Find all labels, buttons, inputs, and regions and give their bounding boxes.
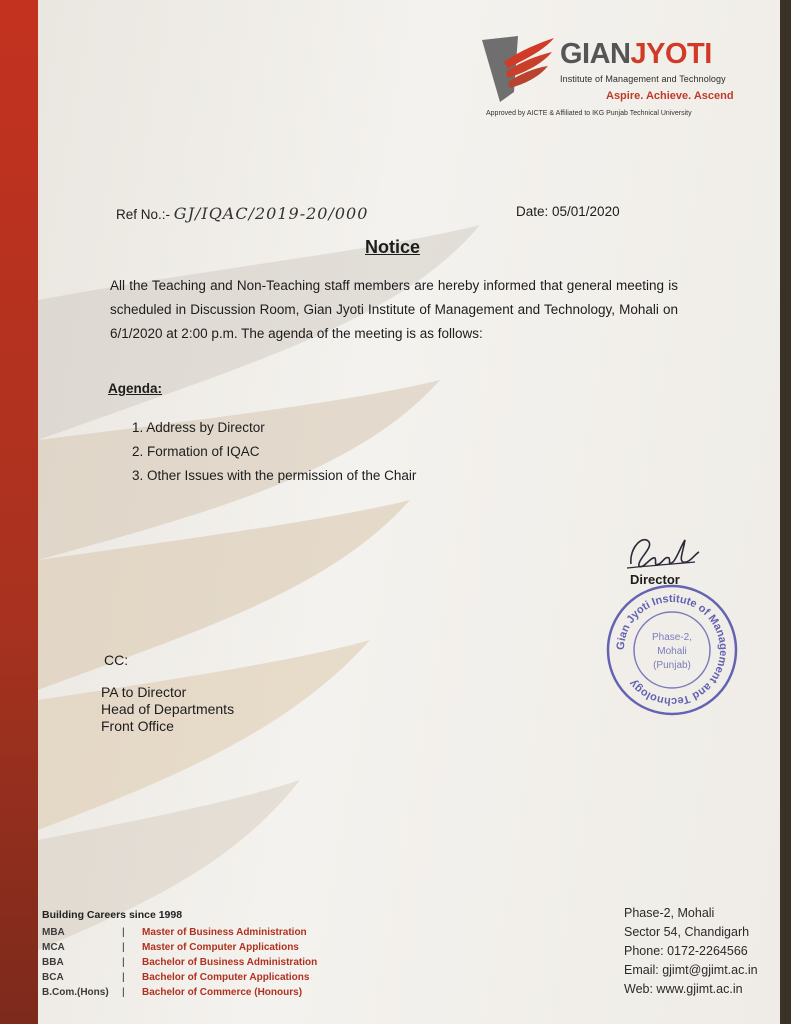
- stamp-line: Mohali: [657, 646, 687, 657]
- cc-recipient: Front Office: [101, 718, 174, 734]
- course-row: [42, 985, 317, 1000]
- website-url: Web: www.gjimt.ac.in: [624, 982, 743, 996]
- cc-label: CC:: [104, 652, 129, 668]
- notice-date: Date: 05/01/2020: [516, 204, 620, 219]
- director-signature: [625, 526, 705, 574]
- agenda-list: [132, 416, 416, 488]
- footer-courses: [42, 909, 317, 1000]
- stamp-line: (Punjab): [653, 660, 691, 671]
- cc-recipient: Head of Departments: [101, 701, 235, 717]
- approval-text: Approved by AICTE & Affiliated to IKG Punjab Technical University: [486, 110, 692, 117]
- course-row: [42, 925, 317, 940]
- course-separator: |: [122, 927, 125, 938]
- brand-name: [560, 38, 712, 71]
- course-separator: |: [122, 957, 125, 968]
- agenda-heading: Agenda:: [108, 381, 162, 396]
- signatory-designation: Director: [630, 572, 680, 587]
- tagline: Aspire. Achieve. Ascend: [606, 90, 734, 102]
- course-row: [42, 955, 317, 970]
- stamp-line: Phase-2,: [651, 632, 693, 643]
- agenda-item: 1. Address by Director: [132, 420, 265, 435]
- course-name: Bachelor of Business Administration: [142, 957, 318, 968]
- cc-recipient: PA to Director: [101, 684, 187, 700]
- course-code: BCA: [42, 972, 64, 983]
- cc-recipients: [101, 684, 234, 735]
- course-name: Master of Computer Applications: [142, 942, 299, 953]
- brand-suffix: JYOTI: [630, 38, 712, 70]
- course-name: Bachelor of Commerce (Honours): [142, 987, 303, 998]
- course-separator: |: [122, 987, 125, 998]
- footer-address: [624, 904, 758, 999]
- course-separator: |: [122, 942, 125, 953]
- ref-value: GJ/IQAC/2019-20/000: [173, 204, 369, 223]
- institute-seal-stamp: [600, 582, 744, 718]
- phone-number: Phone: 0172-2264566: [624, 944, 748, 958]
- wing-logo-icon: [478, 32, 556, 104]
- course-code: MCA: [42, 942, 65, 953]
- course-separator: |: [122, 972, 125, 983]
- stamp-ring-text: Gian Jyoti Institute of Management and Technology: [614, 592, 730, 708]
- agenda-item: 3. Other Issues with the permission of the Chair: [132, 468, 417, 483]
- agenda-item: 2. Formation of IQAC: [132, 444, 260, 459]
- course-name: Bachelor of Computer Applications: [142, 972, 310, 983]
- course-name: Master of Business Administration: [142, 927, 307, 938]
- address-line: Phase-2, Mohali: [624, 906, 715, 920]
- course-row: [42, 970, 317, 985]
- course-code: B.Com.(Hons): [42, 987, 109, 998]
- course-code: MBA: [42, 927, 65, 938]
- email-address: Email: gjimt@gjimt.ac.in: [624, 963, 758, 977]
- institute-name: Institute of Management and Technology: [560, 74, 726, 84]
- reference-number: [116, 204, 368, 223]
- ref-label: Ref No.:-: [116, 207, 171, 222]
- brand-prefix: GIAN: [560, 38, 631, 70]
- institute-logo: [478, 28, 748, 128]
- notice-body: All the Teaching and Non-Teaching staff members are hereby informed that general meeting is scheduled in Discussion Room, Gian Jyoti Institute of Management and Technology, Mohali on 6/1/2020 at 2:00 p.m. The agenda of the meeting is as follows:: [110, 278, 678, 341]
- course-row: [42, 940, 317, 955]
- notice-title: Notice: [365, 237, 421, 257]
- since-text: Building Careers since 1998: [42, 909, 183, 921]
- address-line: Sector 54, Chandigarh: [624, 925, 750, 939]
- course-code: BBA: [42, 957, 64, 968]
